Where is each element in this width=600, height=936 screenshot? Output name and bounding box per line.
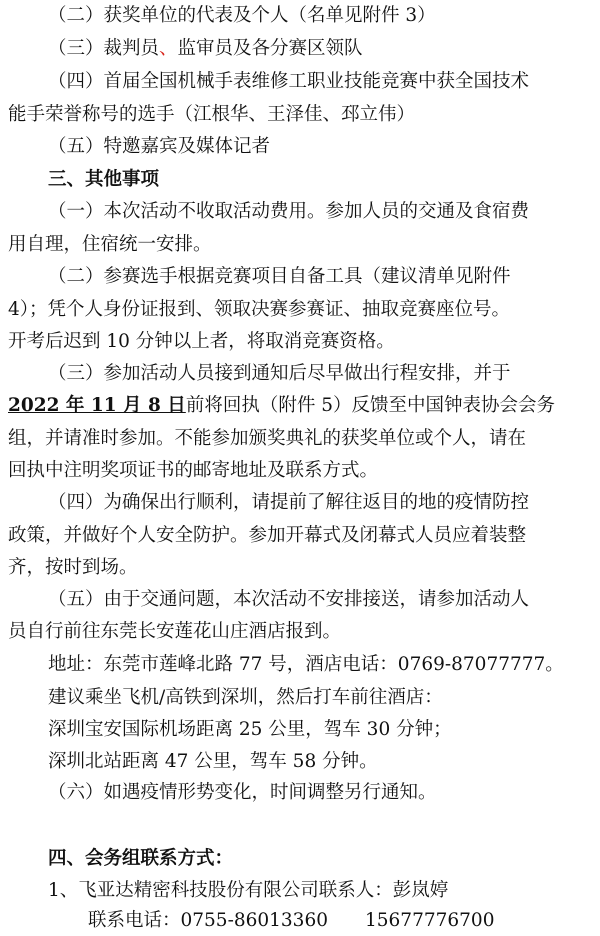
matter-1-line-1: （一）本次活动不收取活动费用。参加人员的交通及食宿费 — [48, 201, 530, 222]
matter-5-line-1: （五）由于交通问题，本次活动不安排接送，请参加活动人 — [48, 589, 530, 610]
matter-3-line-3: 组，并请准时参加。不能参加颁奖典礼的获奖单位或个人，请在 — [8, 428, 527, 449]
attendee-item-3-part-a: （三）裁判员 — [48, 38, 160, 59]
airport-distance: 深圳宝安国际机场距离 25 公里，驾车 30 分钟； — [48, 719, 452, 740]
matter-4-line-1: （四）为确保出行顺利，请提前了解往返目的地的疫情防控 — [48, 492, 530, 513]
contact-1-company: 1、飞亚达精密科技股份有限公司联系人：彭岚婷 — [48, 880, 449, 901]
deadline-date: 2022 年 11 月 8 日 — [8, 395, 186, 416]
attendee-item-4-line-1: （四）首届全国机械手表维修工职业技能竞赛中获全国技术 — [48, 71, 530, 92]
attendee-item-3 — [48, 35, 600, 63]
matter-4-line-2: 政策，并做好个人安全防护。参加开幕式及闭幕式人员应着装整 — [8, 525, 527, 546]
matter-3-line-1: （三）参加活动人员接到通知后尽早做出行程安排，并于 — [48, 363, 511, 384]
matter-2-line-2: 4）；凭个人身份证报到、领取决赛参赛证、抽取竞赛座位号。 — [8, 299, 511, 320]
section-heading-contacts: 四、会务组联系方式： — [48, 848, 234, 869]
matter-4-line-3: 齐，按时到场。 — [8, 557, 138, 578]
matter-3-line-2 — [8, 392, 600, 420]
attendee-item-3-part-b: 监审员及各分赛区领队 — [177, 38, 363, 59]
attendee-item-4-line-2: 能手荣誉称号的选手（江根华、王泽佳、邳立伟） — [8, 104, 416, 125]
matter-3-line-4: 回执中注明奖项证书的邮寄地址及联系方式。 — [8, 460, 379, 481]
red-comma-mark: 、 — [159, 38, 178, 59]
matter-1-line-2: 用自理，住宿统一安排。 — [8, 234, 212, 255]
matter-2-line-3: 开考后迟到 10 分钟以上者，将取消竞赛资格。 — [8, 331, 395, 352]
travel-suggestion: 建议乘坐飞机/高铁到深圳，然后打车前往酒店： — [48, 687, 443, 708]
matter-2-line-1: （二）参赛选手根据竞赛项目自备工具（建议清单见附件 — [48, 266, 511, 287]
section-heading-other-matters: 三、其他事项 — [48, 169, 160, 190]
attendee-item-5: （五）特邀嘉宾及媒体记者 — [48, 136, 271, 157]
contact-1-phone: 联系电话：0755-86013360 15677776700 — [88, 910, 495, 931]
matter-3-line-2-rest: 前将回执（附件 5）反馈至中国钟表协会会务 — [185, 395, 555, 416]
station-distance: 深圳北站距离 47 公里，驾车 58 分钟。 — [48, 751, 378, 772]
hotel-address: 地址：东莞市莲峰北路 77 号，酒店电话：0769-87077777。 — [48, 654, 564, 675]
matter-6: （六）如遇疫情形势变化，时间调整另行通知。 — [48, 782, 437, 803]
attendee-item-2: （二）获奖单位的代表及个人（名单见附件 3） — [48, 5, 436, 26]
matter-5-line-2: 员自行前往东莞长安莲花山庄酒店报到。 — [8, 621, 342, 642]
